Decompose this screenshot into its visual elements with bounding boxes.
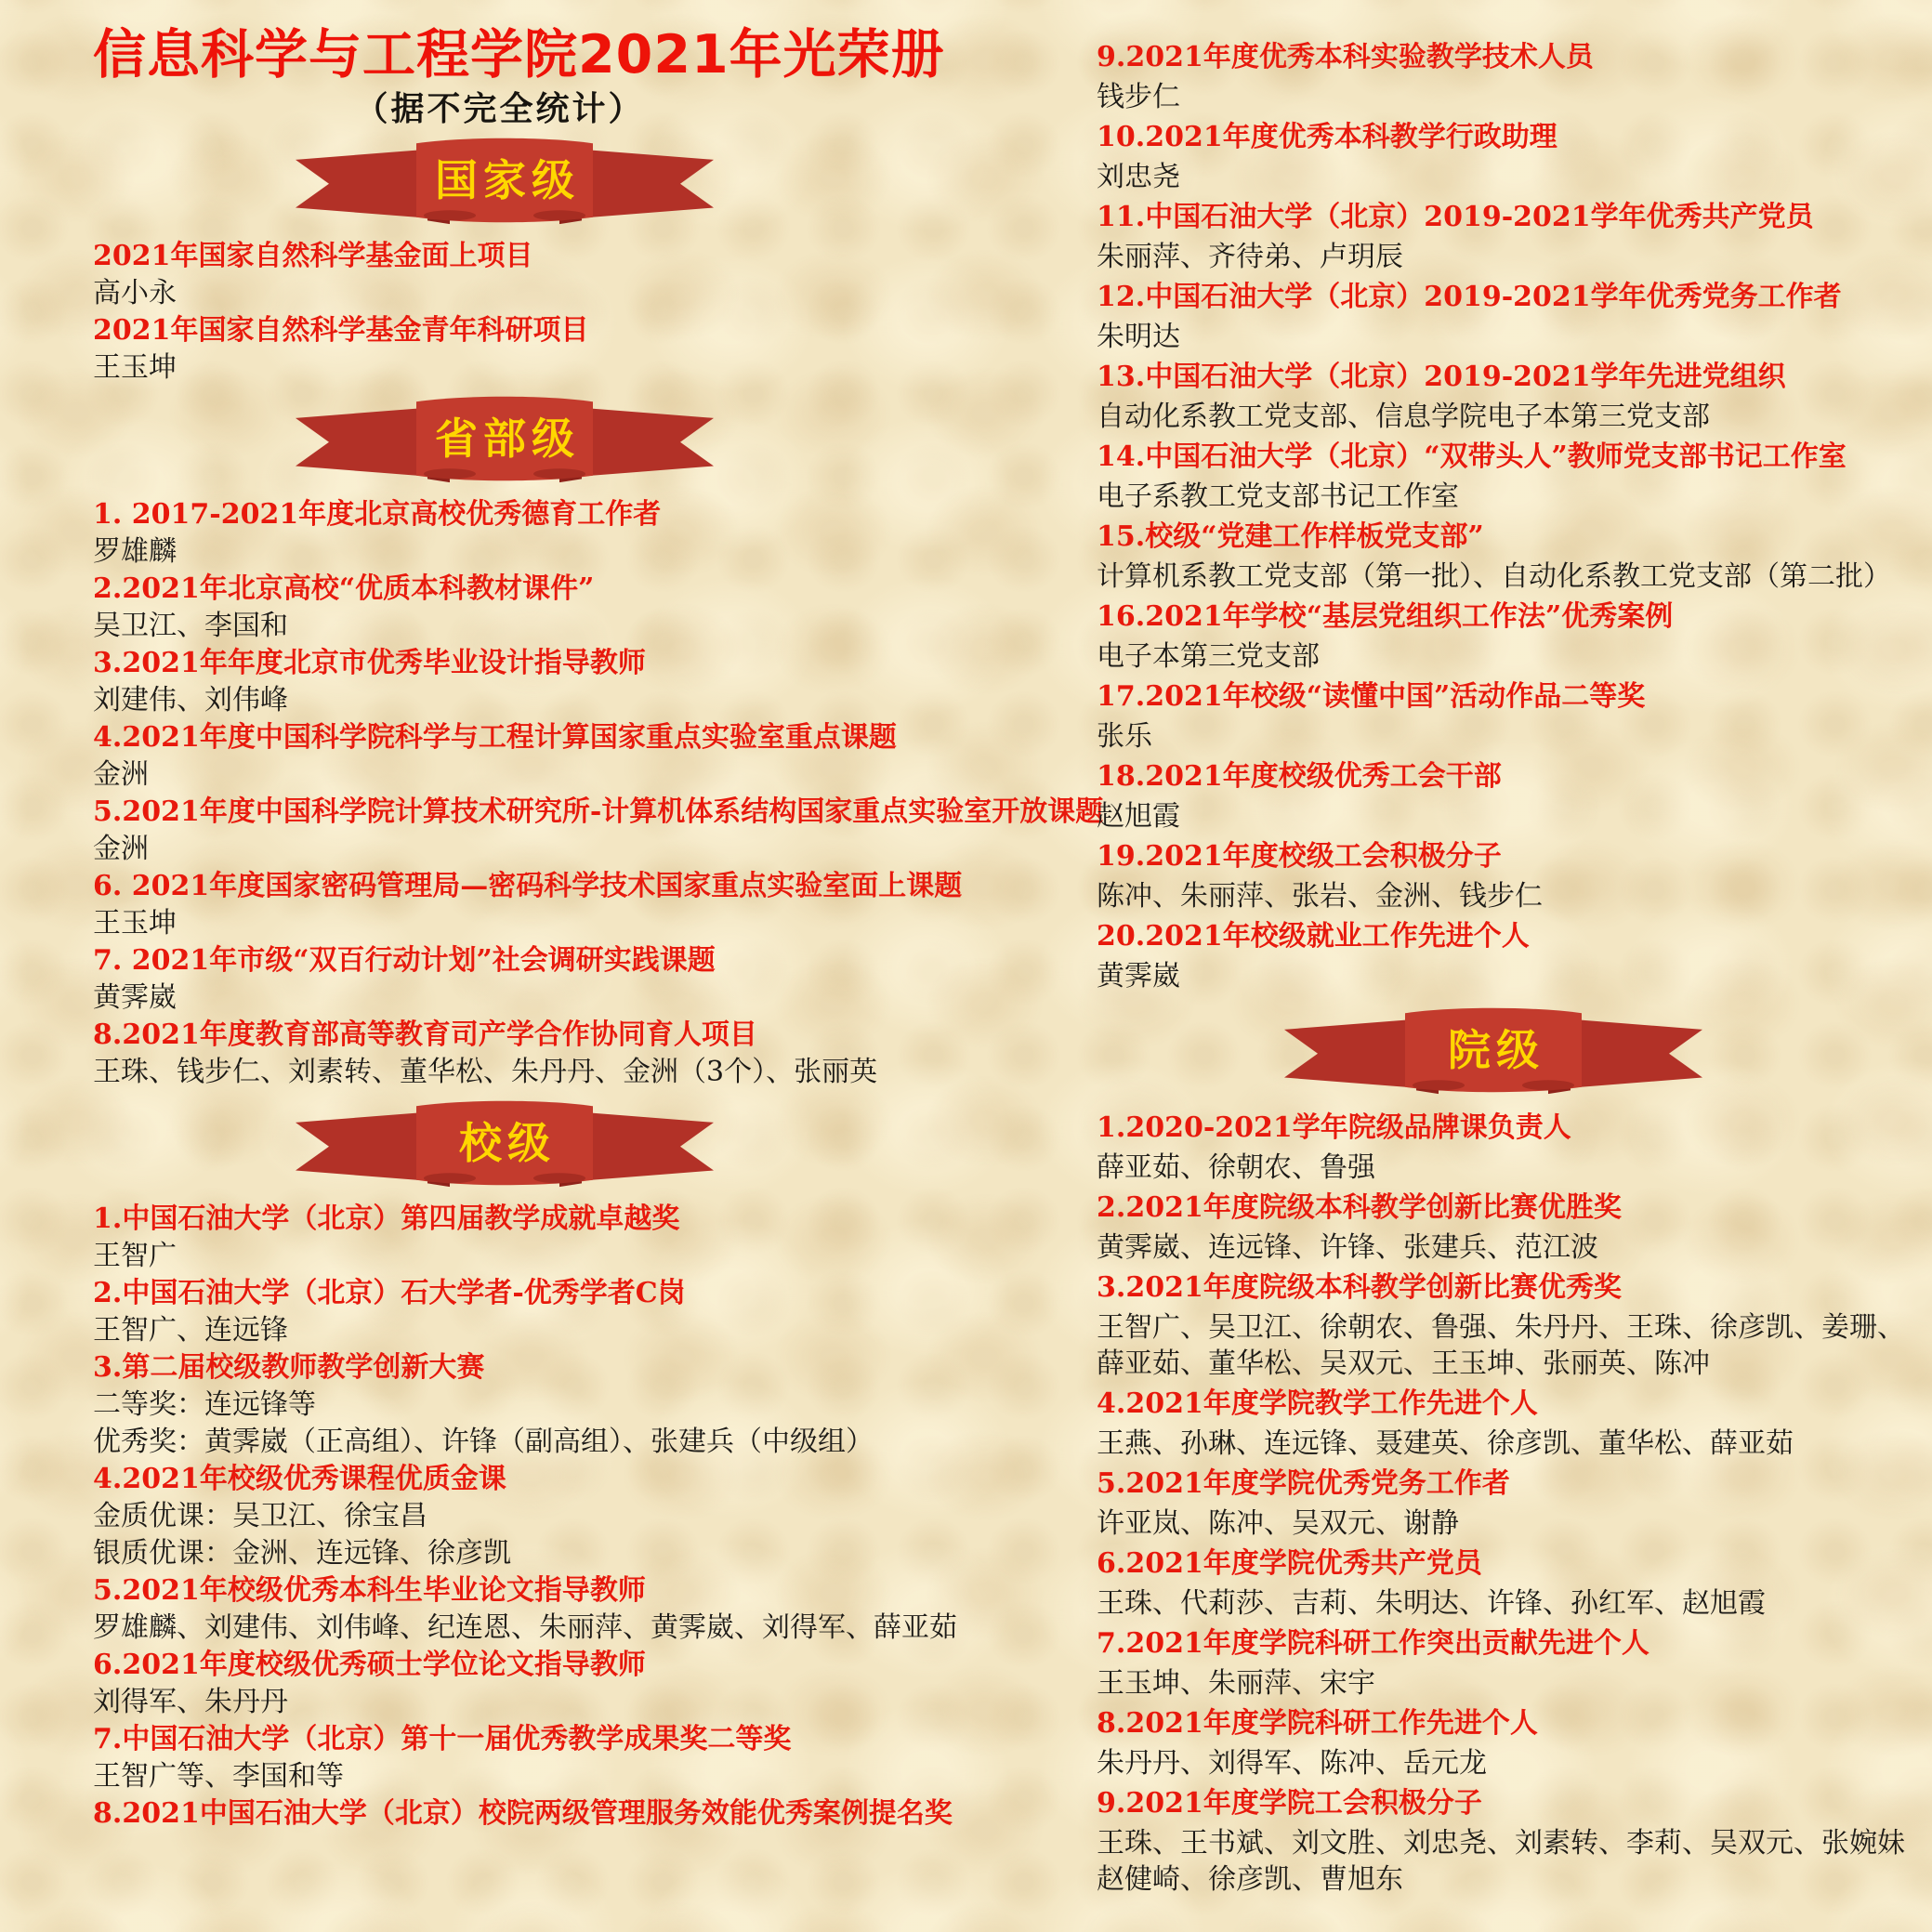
award-recipients: 刘得军、朱丹丹 <box>93 1686 288 1718</box>
award-title: 18.2021年度校级优秀工会干部 <box>1097 760 1502 793</box>
award-recipients: 钱步仁 <box>1097 81 1180 113</box>
award-recipients: 王玉坤、朱丽萍、宋宇 <box>1097 1667 1375 1700</box>
award-title: 4.2021年度中国科学院科学与工程计算国家重点实验室重点课题 <box>93 721 897 754</box>
award-recipients: 金洲 <box>93 833 149 865</box>
award-title: 15.校级“党建工作样板党支部” <box>1097 520 1484 553</box>
award-title: 6.2021年度校级优秀硕士学位论文指导教师 <box>93 1649 646 1681</box>
award-title: 8.2021中国石油大学（北京）校院两级管理服务效能优秀案例提名奖 <box>93 1797 953 1830</box>
award-title: 13.中国石油大学（北京）2019-2021学年先进党组织 <box>1097 361 1786 393</box>
page-title: 信息科学与工程学院2021年光荣册 <box>93 24 945 85</box>
award-recipients: 薛亚茹、徐朝农、鲁强 <box>1097 1151 1375 1184</box>
award-recipients: 二等奖：连远锋等 <box>93 1388 316 1421</box>
award-title: 12.中国石油大学（北京）2019-2021学年优秀党务工作者 <box>1097 281 1842 313</box>
award-recipients: 金质优课：吴卫江、徐宝昌 <box>93 1500 427 1532</box>
award-recipients: 电子系教工党支部书记工作室 <box>1097 480 1459 513</box>
award-recipients: 电子本第三党支部 <box>1097 640 1320 673</box>
award-recipients: 自动化系教工党支部、信息学院电子本第三党支部 <box>1097 401 1710 433</box>
award-recipients: 王珠、代莉莎、吉莉、朱明达、许锋、孙红军、赵旭霞 <box>1097 1587 1766 1620</box>
award-title: 19.2021年度校级工会积极分子 <box>1097 840 1502 873</box>
award-title: 7.中国石油大学（北京）第十一届优秀教学成果奖二等奖 <box>93 1723 792 1755</box>
award-recipients: 王玉坤 <box>93 907 177 940</box>
award-recipients: 朱丹丹、刘得军、陈冲、岳元龙 <box>1097 1747 1487 1780</box>
award-title: 5.2021年度中国科学院计算技术研究所-计算机体系结构国家重点实验室开放课题 <box>93 795 1104 828</box>
section-banner-college <box>1275 1005 1712 1095</box>
award-title: 6. 2021年度国家密码管理局—密码科学技术国家重点实验室面上课题 <box>93 870 963 902</box>
award-title: 8.2021年度学院科研工作先进个人 <box>1097 1707 1538 1740</box>
award-title: 1.中国石油大学（北京）第四届教学成就卓越奖 <box>93 1203 680 1235</box>
award-recipients: 王珠、钱步仁、刘素转、董华松、朱丹丹、金洲（3个）、张丽英 <box>93 1056 878 1088</box>
award-title: 11.中国石油大学（北京）2019-2021学年优秀共产党员 <box>1097 201 1814 233</box>
award-recipients: 黄霁崴 <box>1097 960 1180 992</box>
award-title: 4.2021年校级优秀课程优质金课 <box>93 1463 506 1495</box>
right-blocks <box>1097 39 1924 1898</box>
award-recipients: 罗雄麟、刘建伟、刘伟峰、纪连恩、朱丽萍、黄霁崴、刘得军、薛亚茹 <box>93 1611 957 1644</box>
section-banner-label: 校级 <box>459 1118 556 1168</box>
award-recipients: 陈冲、朱丽萍、张岩、金洲、钱步仁 <box>1097 880 1543 913</box>
award-title: 4.2021年度学院教学工作先进个人 <box>1097 1387 1538 1420</box>
award-title: 3.第二届校级教师教学创新大赛 <box>93 1351 485 1384</box>
award-recipients: 计算机系教工党支部（第一批）、自动化系教工党支部（第二批） <box>1097 560 1891 593</box>
section-banner-provincial <box>286 394 723 483</box>
section-banner-university <box>286 1098 723 1188</box>
section-banner-label: 国家级 <box>435 155 580 205</box>
award-title: 8.2021年度教育部高等教育司产学合作协同育人项目 <box>93 1019 757 1051</box>
award-title: 17.2021年校级“读懂中国”活动作品二等奖 <box>1097 680 1646 713</box>
award-title: 2021年国家自然科学基金青年科研项目 <box>93 314 589 347</box>
award-recipients: 黄霁崴、连远锋、许锋、张建兵、范江波 <box>1097 1231 1598 1264</box>
award-title: 7. 2021年市级“双百行动计划”社会调研实践课题 <box>93 944 716 977</box>
award-recipients: 高小永 <box>93 277 177 309</box>
award-recipients: 刘忠尧 <box>1097 161 1180 193</box>
award-recipients: 吴卫江、李国和 <box>93 610 288 642</box>
award-title: 2.2021年度院级本科教学创新比赛优胜奖 <box>1097 1191 1622 1224</box>
award-recipients: 刘建伟、刘伟峰 <box>93 684 288 716</box>
award-recipients: 王智广、连远锋 <box>93 1314 288 1347</box>
award-title: 1.2020-2021学年院级品牌课负责人 <box>1097 1111 1571 1144</box>
award-recipients: 王珠、王书斌、刘文胜、刘忠尧、刘素转、李莉、吴双元、张婉妹 赵健崎、徐彦凯、曹旭东 <box>1097 1827 1905 1896</box>
award-title: 10.2021年度优秀本科教学行政助理 <box>1097 121 1557 153</box>
award-recipients: 朱明达 <box>1097 321 1180 353</box>
award-recipients: 黄霁崴 <box>93 981 177 1014</box>
section-banner-national <box>286 136 723 225</box>
page-subtitle: （据不完全统计） <box>354 89 645 128</box>
award-title: 5.2021年度学院优秀党务工作者 <box>1097 1467 1510 1500</box>
page-header <box>93 24 1036 126</box>
award-title: 6.2021年度学院优秀共产党员 <box>1097 1547 1482 1580</box>
award-title: 7.2021年度学院科研工作突出贡献先进个人 <box>1097 1627 1649 1660</box>
award-title: 2.2021年北京高校“优质本科教材课件” <box>93 572 595 605</box>
award-title: 16.2021年学校“基层党组织工作法”优秀案例 <box>1097 600 1674 633</box>
award-title: 3.2021年度院级本科教学创新比赛优秀奖 <box>1097 1271 1622 1304</box>
award-recipients: 朱丽萍、齐待弟、卢玥辰 <box>1097 241 1403 273</box>
award-recipients: 王玉坤 <box>93 351 177 384</box>
right-column <box>1097 28 1924 1901</box>
award-title: 9.2021年度优秀本科实验教学技术人员 <box>1097 41 1594 73</box>
left-column <box>93 17 1104 1834</box>
section-banner-label: 院级 <box>1448 1025 1544 1075</box>
award-recipients: 许亚岚、陈冲、吴双元、谢静 <box>1097 1507 1459 1540</box>
award-recipients: 罗雄麟 <box>93 535 177 568</box>
award-recipients: 银质优课：金洲、连远锋、徐彦凯 <box>93 1537 511 1570</box>
award-title: 2021年国家自然科学基金面上项目 <box>93 240 533 272</box>
award-recipients: 王智广、吴卫江、徐朝农、鲁强、朱丹丹、王珠、徐彦凯、姜珊、薛亚茹、董华松、吴双元、王玉坤、张丽英、陈冲 <box>1097 1311 1905 1380</box>
award-recipients: 优秀奖：黄霁崴（正高组）、许锋（副高组）、张建兵（中级组） <box>93 1426 874 1458</box>
award-title: 14.中国石油大学（北京）“双带头人”教师党支部书记工作室 <box>1097 440 1847 473</box>
award-recipients: 王智广等、李国和等 <box>93 1760 344 1793</box>
award-recipients: 张乐 <box>1097 720 1152 753</box>
award-title: 20.2021年校级就业工作先进个人 <box>1097 920 1530 953</box>
award-title: 2.中国石油大学（北京）石大学者-优秀学者C岗 <box>93 1277 686 1309</box>
award-title: 3.2021年年度北京市优秀毕业设计指导教师 <box>93 647 646 679</box>
section-banner-label: 省部级 <box>435 414 580 464</box>
award-title: 1. 2017-2021年度北京高校优秀德育工作者 <box>93 498 662 531</box>
award-title: 5.2021年校级优秀本科生毕业论文指导教师 <box>93 1574 646 1607</box>
award-title: 9.2021年度学院工会积极分子 <box>1097 1787 1482 1820</box>
award-recipients: 赵旭霞 <box>1097 800 1180 833</box>
award-recipients: 王燕、孙琳、连远锋、聂建英、徐彦凯、董华松、薛亚茹 <box>1097 1427 1794 1460</box>
award-recipients: 金洲 <box>93 758 149 791</box>
left-blocks <box>93 136 1104 1831</box>
award-recipients: 王智广 <box>93 1240 177 1272</box>
